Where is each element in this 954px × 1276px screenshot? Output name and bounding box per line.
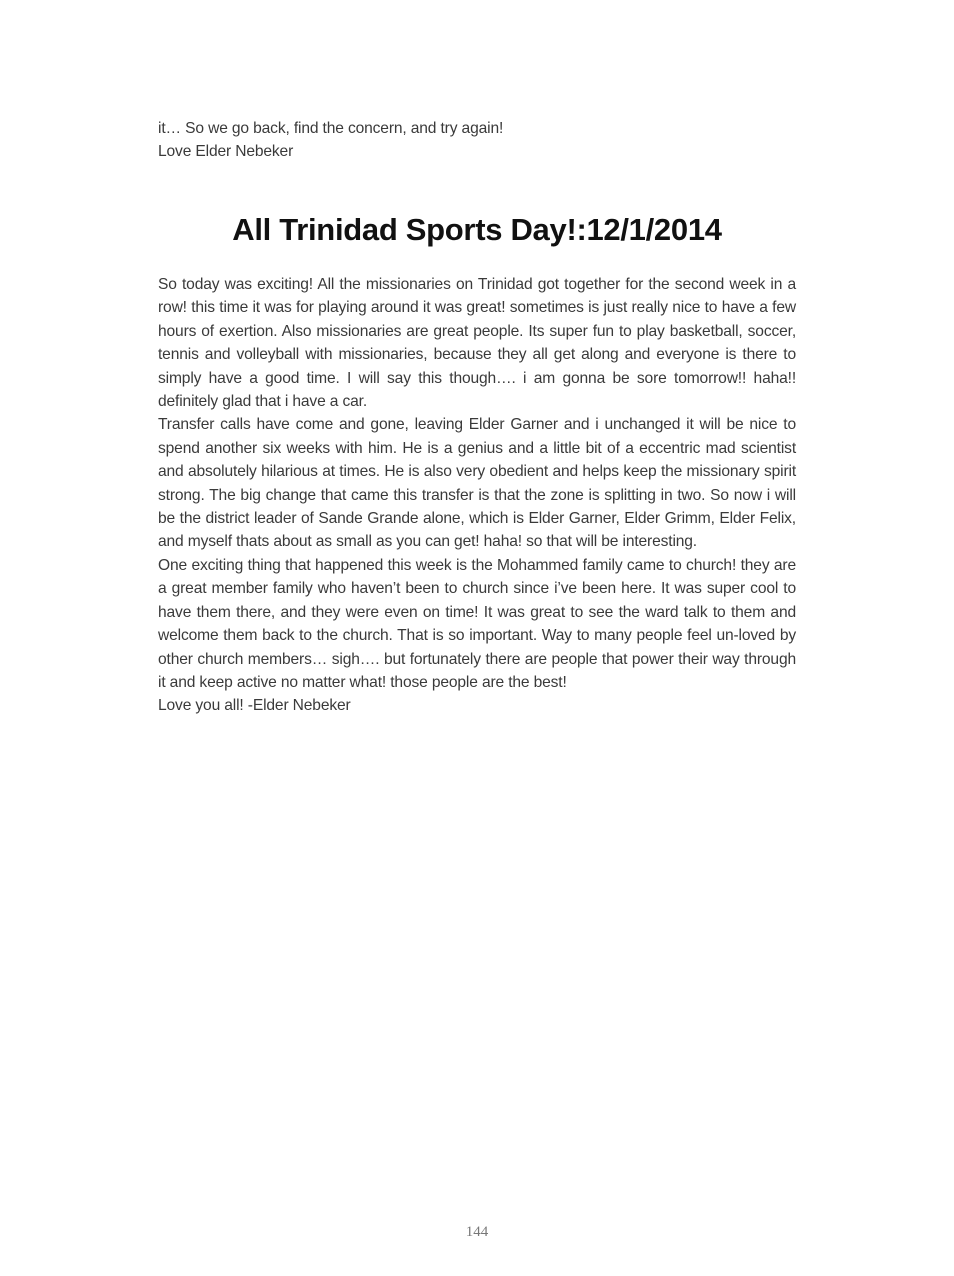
post-title: All Trinidad Sports Day!:12/1/2014: [232, 212, 722, 247]
previous-post-signoff: Love Elder Nebeker: [158, 143, 294, 161]
previous-post-ending: [158, 117, 796, 164]
post-paragraph: One exciting thing that happened this week is the Mohammed family came to church! they are a great member family who haven’t been to church since i’ve been here. It was super cool to have them there, and they were even on time! It was great to see the ward talk to them and welcome them back to the church. That is so important. Way to many people feel un-loved by other church members… sigh…. but fortunately there are people that power their way through it and keep active no matter what! those people are the best!: [158, 556, 796, 691]
post-signoff: Love you all! -Elder Nebeker: [158, 697, 351, 715]
post-paragraph: So today was exciting! All the missionaries on Trinidad got together for the second week in a row! this time it was for playing around it was great! sometimes is just really nice to have a few hours of exertion. Also missionaries are great people. Its super fun to play basketball, soccer, tennis and volleyball with missionaries, because they all get along and everyone is there to simply have a good time. I will say this though…. i am gonna be sore tomorrow!! haha!! definitely glad that i have a car.: [158, 276, 796, 411]
page-number: 144: [465, 1224, 489, 1240]
previous-post-line: it… So we go back, find the concern, and try again!: [158, 120, 504, 137]
post-paragraph: Transfer calls have come and gone, leaving Elder Garner and i unchanged it will be nice to spend another six weeks with him. He is a genius and a little bit of a eccentric mad scientist and absolutely hilarious at times. He is also very obedient and helps keep the missionary spirit strong. The big change that came this transfer is that the zone is splitting in two. So now i will be the district leader of Sande Grande alone, which is Elder Garner, Elder Grimm, Elder Felix, and myself thats about as small as you can get! haha! so that will be interesting.: [158, 416, 796, 551]
post-body: [158, 273, 796, 718]
